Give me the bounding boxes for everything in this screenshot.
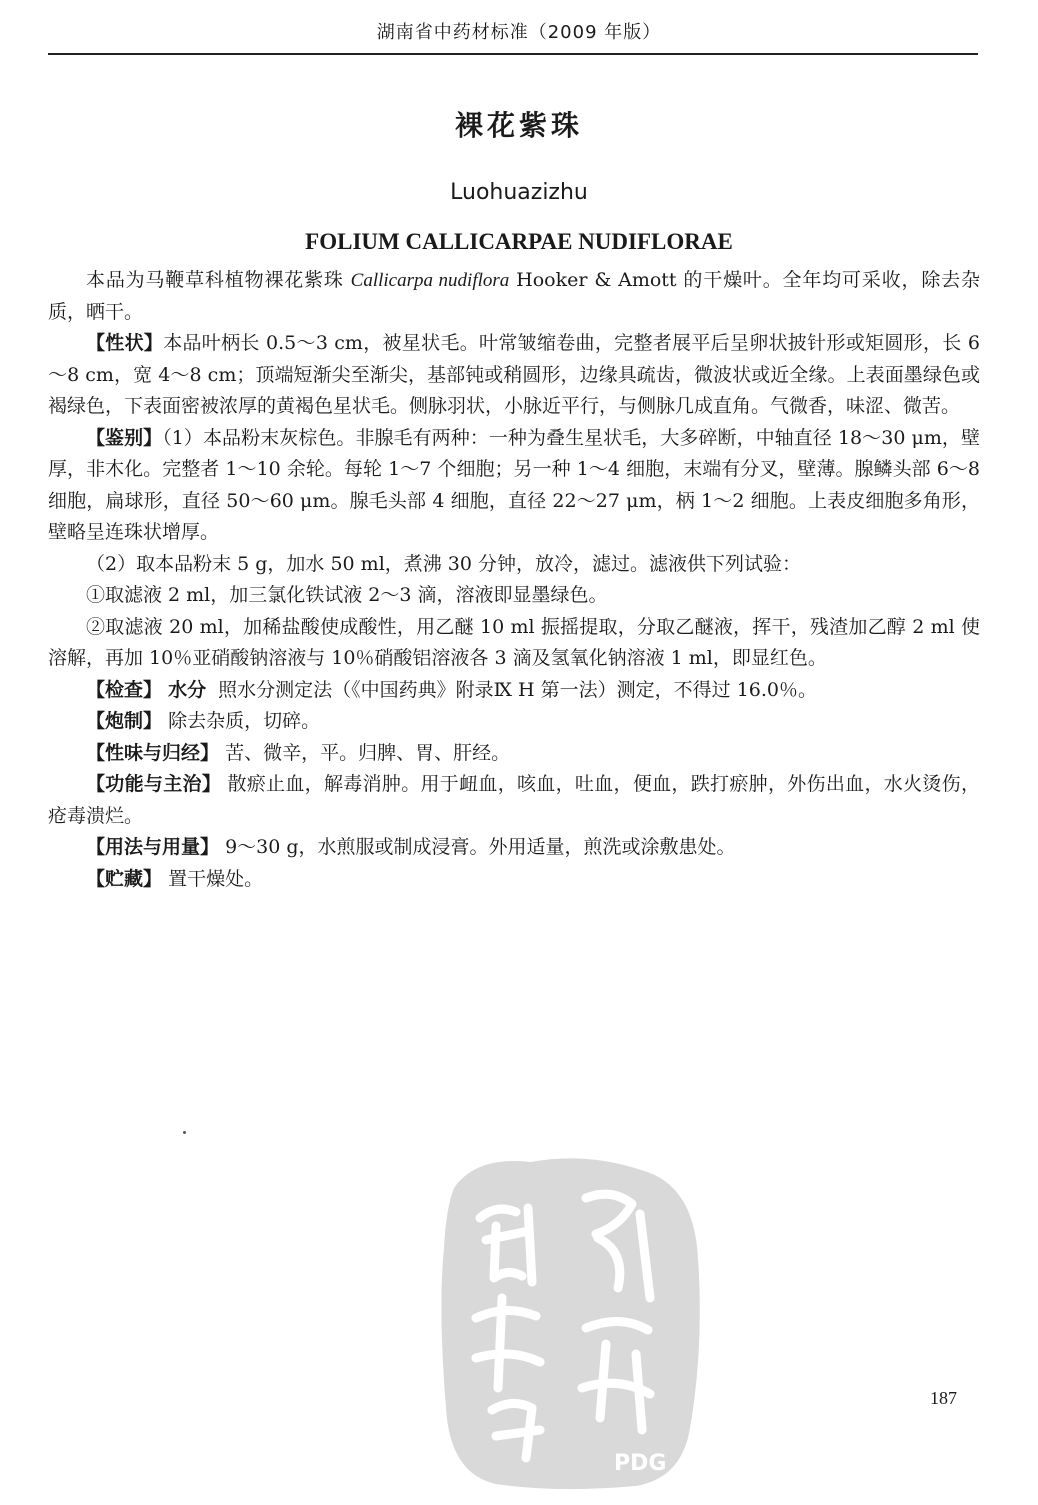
nature-text: 苦、微辛，平。归脾、胃、肝经。 [225, 741, 511, 764]
header-rule [48, 53, 978, 55]
section-label-inspection: 【检查】 [86, 678, 163, 701]
running-header: 湖南省中药材标准（2009 年版） [376, 22, 662, 43]
watermark-seal [436, 1148, 706, 1493]
usage-text: 9～30 g，水煎服或制成浸膏。外用适量，煎洗或涂敷患处。 [225, 836, 736, 858]
scan-speck [183, 1131, 186, 1134]
inspection-sublabel-moisture: 水分 [168, 678, 207, 701]
page-number: 187 [930, 1388, 957, 1408]
watermark-pdg-text: PDG [614, 1451, 667, 1476]
monograph-body [48, 265, 980, 895]
latin-title: FOLIUM CALLICARPAE NUDIFLORAE [305, 229, 733, 254]
section-label-storage: 【贮藏】 [86, 867, 163, 890]
function-text: 散瘀止血，解毒消肿。用于衄血，咳血，吐血，便血，跌打瘀肿，外伤出血，水火烫伤，疮毒溃烂。 [48, 773, 980, 827]
latin-species-name: Callicarpa nudiflora [350, 270, 510, 291]
section-label-processing: 【炮制】 [86, 710, 163, 732]
section-label-character: 【性状】 [86, 332, 164, 354]
inspection-text: 照水分测定法（《中国药典》附录Ⅸ H 第一法）测定，不得过 16.0％。 [218, 678, 817, 701]
processing-paragraph [48, 706, 980, 738]
inspection-paragraph [48, 675, 980, 707]
section-label-function: 【功能与主治】 [86, 773, 222, 795]
section-label-nature: 【性味与归经】 [86, 741, 220, 764]
function-paragraph [48, 769, 980, 832]
pinyin-title: Luohuazizhu [450, 180, 588, 205]
character-text: 本品叶柄长 0.5～3 cm，被星状毛。叶常皱缩卷曲，完整者展平后呈卵状披针形或矩圆形，长 6～8 cm，宽 4～8 cm；顶端短渐尖至渐尖，基部钝或稍圆形，边缘具疏齿，微波状或近全缘。上表面墨绿色或褐绿色，下表面密被浓厚的黄褐色星状毛。侧脉羽状，小脉近平行，与侧脉几成直角。气微香，味涩、微苦。 [48, 332, 980, 417]
page-title: 裸花紫珠 [454, 109, 583, 142]
identification-paragraph-1 [48, 423, 980, 549]
storage-paragraph [48, 864, 980, 896]
storage-text: 置干燥处。 [168, 867, 264, 890]
identification-paragraph-2: （2）取本品粉末 5 g，加水 50 ml，煮沸 30 分钟，放冷，滤过。滤液供下列试验： [86, 552, 802, 575]
nature-paragraph [48, 738, 980, 770]
section-label-identification: 【鉴别】 [86, 426, 163, 449]
seal-stone [441, 1158, 699, 1489]
character-paragraph [48, 328, 980, 423]
usage-paragraph [48, 832, 980, 864]
intro-paragraph [48, 265, 980, 328]
intro-text-before: 本品为马鞭草科植物裸花紫珠 [86, 269, 351, 291]
identification-test-2: ②取滤液 20 ml，加稀盐酸使成酸性，用乙醚 10 ml 振摇提取，分取乙醚液，挥干，残渣加乙醇 2 ml 使溶解，再加 10％亚硝酸钠溶液与 10％硝酸铝溶液各 3 滴及氢氧化钠溶液 1 ml，即显红色。 [48, 615, 980, 669]
processing-text: 除去杂质，切碎。 [168, 710, 321, 732]
section-label-usage: 【用法与用量】 [86, 836, 220, 858]
identification-test-1: ①取滤液 2 ml，加三氯化铁试液 2～3 滴，溶液即显墨绿色。 [86, 584, 608, 606]
intro-text-after: Hooker & Amott 的干燥叶。全年均可采收，除去杂质，晒干。 [48, 269, 981, 323]
identification-text-1: （1）本品粉末灰棕色。非腺毛有两种：一种为叠生星状毛，大多碎断，中轴直径 18～30 μm，壁厚，非木化。完整者 1～10 余轮。每轮 1～7 个细胞；另一种 1～4 细胞，末端有分叉，壁薄。腺鳞头部 6～8 细胞，扁球形，直径 50～60 μm。腺毛头部 4 细胞，直径 22～27 μm，柄 1～2 细胞。上表皮细胞多角形，壁略呈连珠状增厚。 [48, 426, 980, 543]
